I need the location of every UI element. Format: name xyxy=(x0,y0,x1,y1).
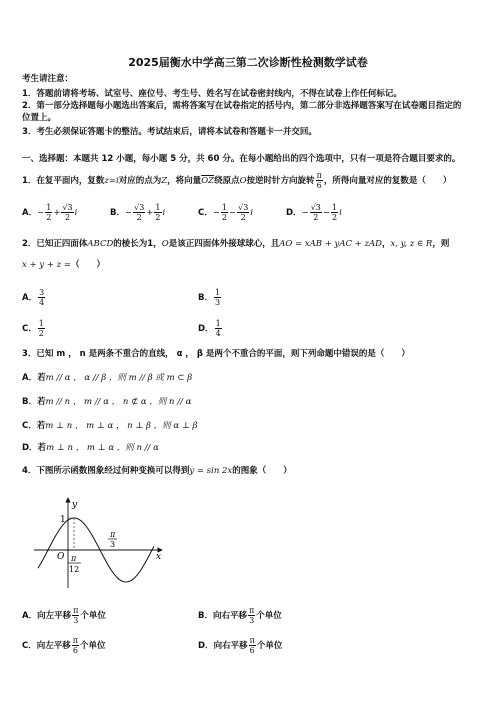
q1-stem-d: 绕原点 xyxy=(214,176,240,186)
q4-option-c: C．向左平移 $\frac{\pi}{6}$ 个单位 xyxy=(22,636,106,655)
q2-center-O: O xyxy=(161,239,169,249)
tick-pi-3-den: 3 xyxy=(110,540,116,549)
tick-pi-12-num: π xyxy=(71,554,77,563)
q1-option-d: D．− $\frac{√3}{2}$ − $\frac{1}{2}$ i xyxy=(286,203,342,222)
q2-sum-expr: x + y + z = xyxy=(22,260,71,270)
q2-option-b: B． $\frac{1}{3}$ xyxy=(198,288,221,307)
q3-option-a: A．若m // α ， α // β ，则 m // β 或 m ⊂ β xyxy=(22,373,193,383)
notice-item-1: 1．答题前请将考场、试室号、座位号、考生号、姓名写在试卷密封线内，不得在试卷上作任何标记。 xyxy=(22,89,402,99)
notice-item-2: 2．第一部分选择题每小题选出答案后，需将答案写在试卷指定的括号内，第二部分非选择题答案写在试卷题目指定的 xyxy=(22,101,462,111)
notice-item-3: 3．考生必须保证答题卡的整洁。考试结束后，请将本试卷和答题卡一并交回。 xyxy=(22,127,317,137)
question-2-stem: 2．已知正四面体ABCD的棱长为1，O是该正四面体外接球球心，且AO = xAB + yAC + zAD，x, y, z ∈ R，则 xyxy=(22,239,450,249)
q1-stem-f: ，所得向量对应的复数是（ ） xyxy=(323,176,452,186)
q3-option-c: C．若m ⊥ n ， m ⊥ α ， n ⊥ β ，则 α ⊥ β xyxy=(22,421,198,431)
q2-vars: x, y, z ∈ R xyxy=(390,239,433,249)
q1-option-c: C．− $\frac{1}{2}$ − $\frac{√3}{2}$ i xyxy=(198,203,253,222)
q3-option-b: B．若m // n ， m // α ， n ⊄ α ，则 n // α xyxy=(22,397,192,407)
notice-heading: 考生请注意： xyxy=(22,74,74,84)
q2-abcd: ABCD xyxy=(87,239,114,249)
q1-z-expr: z=i xyxy=(104,176,119,186)
y-axis-label: y xyxy=(72,500,78,510)
q1-origin-O: O xyxy=(239,176,247,186)
tick-pi-12-den: 12 xyxy=(69,565,80,574)
q3-option-d: D．若m ⊥ n ， m ⊥ α ，则 n // α xyxy=(22,443,159,453)
q1-vector-oz: $\overline{OZ}$ xyxy=(201,176,215,186)
q2-vector-equation: AO = xAB + yAC + zAD xyxy=(279,239,382,249)
q1-stem-c: ，将向量 xyxy=(167,176,202,186)
q4-function: y = sin 2x xyxy=(189,466,233,476)
q2-option-a: A． $\frac{3}{4}$ xyxy=(22,288,45,307)
origin-label: O xyxy=(57,552,65,562)
q1-stem-b: 对应的点为 xyxy=(118,176,162,186)
q1-stem-a: 1．在复平面内，复数 xyxy=(22,176,105,186)
q2-option-c: C． $\frac{1}{2}$ xyxy=(22,319,44,338)
q4-option-d: D．向右平移 $\frac{\pi}{6}$ 个单位 xyxy=(198,636,283,655)
q4-option-b: B．向右平移 $\frac{\pi}{3}$ 个单位 xyxy=(198,606,282,625)
q1-option-a: A．− $\frac{1}{2}$ + $\frac{√3}{2}$ i xyxy=(22,203,78,222)
notice-item-2-cont: 位置上。 xyxy=(22,113,57,123)
y-one-label: 1 xyxy=(60,515,66,525)
section-heading: 一、选择题：本题共 12 小题，每小题 5 分，共 60 分。在每小题给出的四个选项中，只有一项是符合题目要求的。 xyxy=(22,154,461,164)
q4-option-a: A．向左平移 $\frac{\pi}{3}$ 个单位 xyxy=(22,606,106,625)
tick-pi-3-num: π xyxy=(110,530,116,539)
q4-function-graph xyxy=(30,492,170,592)
question-1-stem xyxy=(22,171,451,190)
question-2-line2: x + y + z =（ ） xyxy=(22,260,105,270)
q2-option-d: D． $\frac{1}{4}$ xyxy=(198,319,221,338)
question-3-stem: 3．已知 m ， n 是两条不重合的直线， α ， β 是两个不重合的平面，则下列命题中错误的是（ ） xyxy=(22,349,410,359)
question-4-stem: 4．下图所示函数图象经过何种变换可以得到y = sin 2x的图象（ ） xyxy=(22,466,292,476)
x-axis-label: x xyxy=(156,552,162,562)
q1-point-Z: Z xyxy=(161,176,168,186)
q1-stem-e: 按逆时针方向旋转 xyxy=(246,176,315,186)
q1-option-b: B．− $\frac{√3}{2}$ + $\frac{1}{2}$ i xyxy=(110,203,166,222)
q1-rotation-fraction: $\frac{\pi}{6}$ xyxy=(316,171,322,190)
exam-title: 2025届衡水中学高三第二次诊断性检测数学试卷 xyxy=(128,56,368,69)
